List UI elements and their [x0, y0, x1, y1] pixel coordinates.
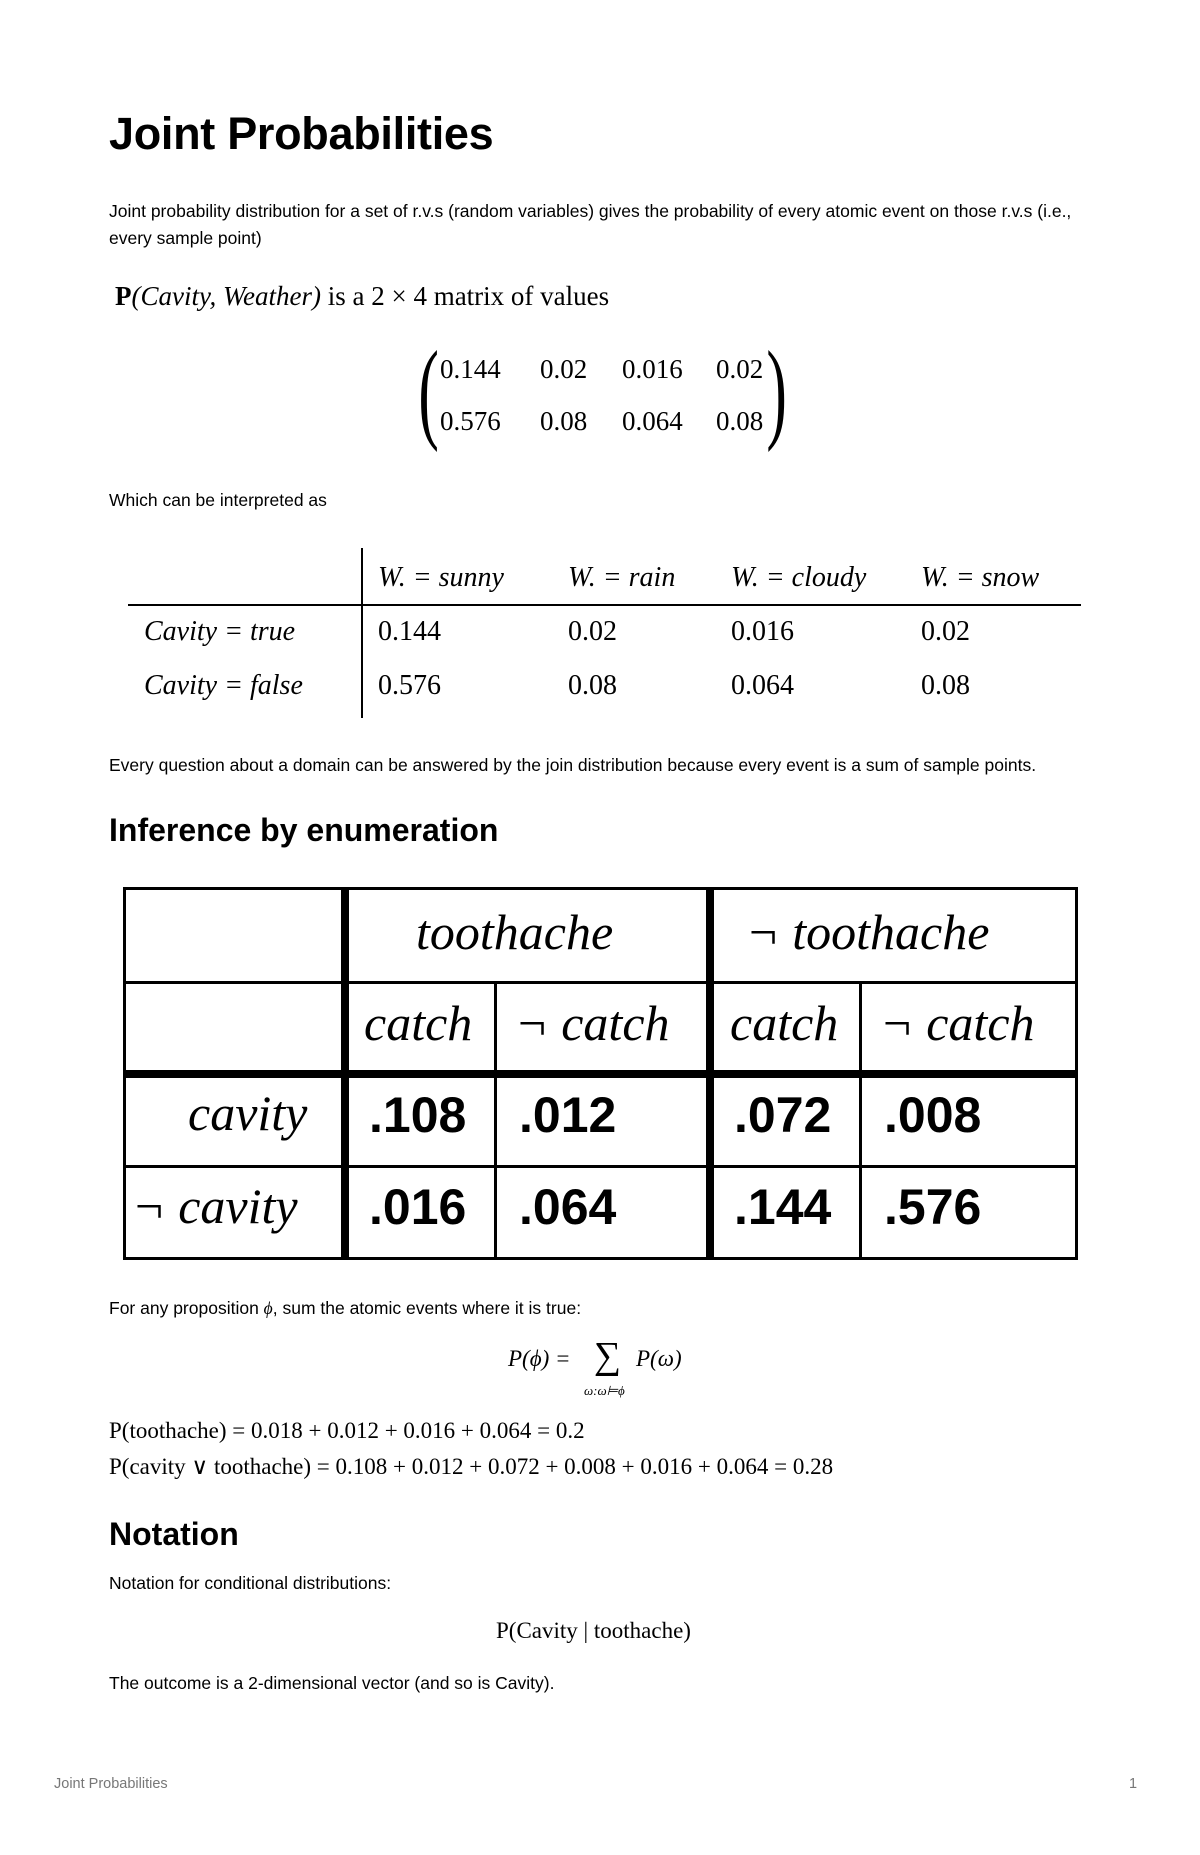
- sub-header: ¬ catch: [515, 995, 670, 1051]
- table-divider-horizontal: [128, 604, 1081, 606]
- table-cell: 0.08: [568, 670, 617, 701]
- matrix-cell: 0.144: [440, 354, 501, 384]
- notation-formula: P(Cavity | toothache): [496, 1618, 691, 1643]
- probability-value: .064: [519, 1179, 617, 1235]
- grid-line: [126, 1165, 1075, 1168]
- interpreted-label: Which can be interpreted as: [109, 490, 327, 510]
- table-cell: 0.016: [731, 616, 794, 647]
- right-paren: ): [766, 329, 787, 453]
- matrix-cell: 0.02: [540, 354, 588, 384]
- matrix-cell: 0.02: [716, 354, 764, 384]
- enumeration-table: [123, 887, 1078, 1260]
- probability-value: .108: [369, 1087, 467, 1143]
- bold-p-symbol: P: [115, 281, 132, 311]
- footer-title: Joint Probabilities: [54, 1776, 168, 1792]
- notation-paragraph: Notation for conditional distributions:: [109, 1573, 392, 1593]
- notation-heading: Notation: [109, 1516, 239, 1552]
- left-paren: (: [418, 329, 439, 453]
- matrix-cell: 0.016: [622, 354, 683, 384]
- every-question-paragraph: Every question about a domain can be answered by the join distribution because every event is a sum of sample points.: [109, 755, 1037, 775]
- probability-matrix: [418, 329, 787, 453]
- intro-paragraph: Joint probability distribution for a set of r.v.s (random variables) gives the probability of every atomic event on those r.v.s (i.e., every sample point): [109, 201, 1072, 248]
- matrix-cell: 0.08: [540, 406, 588, 436]
- probability-value: .576: [884, 1179, 982, 1235]
- sum-subscript: ω:ω⊨ϕ: [584, 1383, 625, 1398]
- table-cell: 0.08: [921, 670, 970, 701]
- proposition-text-post: , sum the atomic events where it is true:: [272, 1298, 582, 1318]
- column-header: W. = rain: [568, 562, 676, 593]
- proposition-text-pre: For any proposition: [109, 1298, 264, 1318]
- matrix-cell: 0.08: [716, 406, 764, 436]
- page-title: Joint Probabilities: [109, 108, 494, 159]
- matrix-args: (Cavity, Weather): [131, 281, 321, 311]
- table-divider-vertical: [361, 548, 363, 718]
- inference-heading: Inference by enumeration: [109, 812, 499, 848]
- grid-line: [494, 983, 497, 1257]
- row-label: Cavity = false: [144, 670, 303, 701]
- equation-cavity-or-toothache: P(cavity ∨ toothache) = 0.108 + 0.012 + 0.072 + 0.008 + 0.016 + 0.064 = 0.28: [109, 1454, 834, 1479]
- grid-line: [126, 1070, 1075, 1078]
- probability-value: .012: [519, 1087, 617, 1143]
- equation-toothache: P(toothache) = 0.018 + 0.012 + 0.016 + 0.064 = 0.2: [109, 1418, 585, 1443]
- matrix-statement: [115, 281, 609, 312]
- sigma-symbol: ∑: [594, 1335, 622, 1377]
- table-cell: 0.576: [378, 670, 441, 701]
- column-header: W. = sunny: [378, 562, 504, 593]
- row-label: cavity: [188, 1085, 308, 1141]
- grid-line: [859, 983, 862, 1257]
- phi-symbol: ϕ: [263, 1298, 273, 1318]
- table-cell: 0.02: [568, 616, 617, 647]
- sum-lhs: P(ϕ) =: [508, 1346, 571, 1371]
- matrix-cell: 0.064: [622, 406, 683, 436]
- row-label: ¬ cavity: [132, 1178, 298, 1234]
- column-header: W. = snow: [921, 562, 1040, 593]
- probability-value: .008: [884, 1087, 982, 1143]
- table-cell: 0.064: [731, 670, 794, 701]
- table-cell: 0.02: [921, 616, 970, 647]
- matrix-cell: 0.576: [440, 406, 501, 436]
- outcome-paragraph: The outcome is a 2-dimensional vector (and so is Cavity).: [109, 1673, 555, 1693]
- page-number: 1: [1129, 1776, 1138, 1792]
- sub-header: catch: [364, 995, 473, 1051]
- top-header: toothache: [416, 904, 614, 960]
- proposition-paragraph: [109, 1295, 1084, 1322]
- table-cell: 0.144: [378, 616, 441, 647]
- sub-header: ¬ catch: [880, 995, 1035, 1051]
- grid-line: [126, 981, 1075, 984]
- sum-rhs: P(ω): [636, 1346, 682, 1371]
- matrix-rest: is a 2 × 4 matrix of values: [320, 281, 610, 311]
- row-label: Cavity = true: [144, 616, 296, 647]
- probability-value: .144: [734, 1179, 832, 1235]
- sum-formula: [508, 1336, 708, 1406]
- sub-header: catch: [730, 995, 839, 1051]
- top-header: ¬ toothache: [746, 904, 990, 960]
- interpreted-table: [128, 548, 1081, 718]
- probability-value: .016: [369, 1179, 467, 1235]
- probability-value: .072: [734, 1087, 832, 1143]
- column-header: W. = cloudy: [731, 562, 867, 593]
